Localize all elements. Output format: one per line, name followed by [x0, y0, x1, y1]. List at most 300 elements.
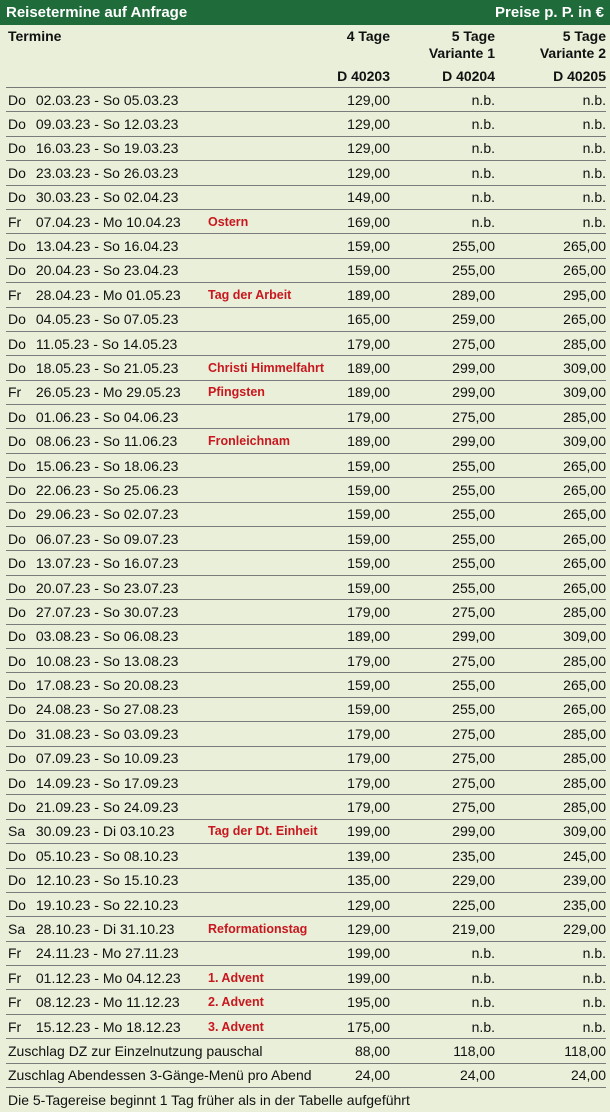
start-date: 14.09.23	[35, 774, 91, 791]
date-separator: -	[90, 384, 103, 401]
price-4-tage: 129,00	[347, 164, 390, 181]
start-weekday: Do	[8, 774, 26, 791]
price-4-tage: 179,00	[347, 750, 390, 767]
start-weekday: Do	[8, 238, 26, 255]
price-4-tage-cell	[206, 433, 390, 449]
col-v1-line2: Variante 1	[428, 45, 495, 61]
price-4-tage-cell	[206, 945, 390, 961]
date-range	[6, 580, 206, 596]
table-row	[6, 990, 606, 1014]
start-weekday: Do	[8, 140, 26, 157]
price-5-tage-v1: 255,00	[452, 457, 495, 474]
col-5-tage-v1	[390, 25, 495, 87]
end-weekday: So	[102, 530, 120, 547]
holiday-label: Tag der Arbeit	[208, 287, 292, 302]
start-weekday: Sa	[8, 823, 26, 840]
price-5-tage-v2: 265,00	[563, 555, 606, 572]
date-separator: -	[89, 945, 102, 962]
supplement-price-v1: 24,00	[459, 1067, 495, 1084]
price-5-tage-v2: 245,00	[563, 847, 606, 864]
end-weekday: So	[102, 555, 120, 572]
price-5-tage-v1: n.b.	[471, 945, 495, 962]
date-range	[6, 506, 206, 522]
end-date: 08.10.23	[123, 847, 179, 864]
supplement-price-4-tage: 88,00	[354, 1042, 390, 1059]
end-date: 03.09.23	[123, 725, 179, 742]
start-date: 17.08.23	[35, 677, 91, 694]
date-separator: -	[90, 652, 103, 669]
price-4-tage: 179,00	[347, 774, 390, 791]
start-date: 27.07.23	[35, 603, 91, 620]
date-separator: -	[90, 91, 103, 108]
start-weekday: Do	[8, 652, 26, 669]
price-5-tage-v1: 299,00	[452, 628, 495, 645]
end-weekday: Mo	[101, 945, 122, 962]
price-4-tage-cell	[206, 214, 390, 230]
date-range	[6, 92, 206, 108]
price-4-tage-cell	[206, 921, 390, 937]
price-5-tage-v1: 255,00	[452, 262, 495, 279]
date-separator: -	[90, 213, 103, 230]
start-weekday: Do	[8, 701, 26, 718]
end-weekday: Di	[102, 920, 117, 937]
end-date: 01.05.23	[126, 286, 181, 303]
price-4-tage: 159,00	[347, 238, 390, 255]
table-row	[6, 527, 606, 551]
date-range	[6, 897, 206, 913]
price-note: Preise p. P. in €	[495, 4, 604, 21]
price-5-tage-v2: 235,00	[563, 896, 606, 913]
price-5-tage-v1: n.b.	[471, 213, 495, 230]
price-5-tage-v2: 265,00	[563, 677, 606, 694]
date-range	[6, 262, 206, 278]
start-date: 24.11.23	[35, 945, 90, 962]
end-date: 18.12.23	[126, 1018, 181, 1035]
end-date: 24.09.23	[123, 799, 179, 816]
price-5-tage-v1: n.b.	[471, 1018, 495, 1035]
table-title-bar	[0, 0, 610, 25]
start-date: 20.04.23	[35, 262, 91, 279]
start-weekday: Fr	[8, 945, 22, 962]
end-date: 23.04.23	[123, 262, 179, 279]
supplement-row	[6, 1064, 606, 1088]
price-4-tage-cell	[206, 677, 390, 693]
date-separator: -	[90, 359, 103, 376]
end-date: 31.10.23	[119, 920, 175, 937]
start-weekday: Do	[8, 116, 26, 133]
table-row	[6, 917, 606, 941]
start-date: 26.05.23	[35, 384, 91, 401]
start-date: 13.07.23	[35, 555, 91, 572]
price-5-tage-v1: 255,00	[452, 701, 495, 718]
end-date: 14.05.23	[122, 335, 178, 352]
end-weekday: So	[102, 311, 120, 328]
date-separator: -	[90, 677, 103, 694]
date-range	[6, 921, 206, 937]
end-weekday: So	[102, 799, 120, 816]
price-4-tage-cell	[206, 823, 390, 839]
table-title: Reisetermine auf Anfrage	[6, 4, 188, 21]
price-5-tage-v1: 289,00	[452, 286, 495, 303]
price-5-tage-v1: 275,00	[452, 408, 495, 425]
end-date: 06.08.23	[123, 628, 179, 645]
date-separator: -	[90, 262, 103, 279]
start-date: 30.09.23	[35, 823, 91, 840]
price-4-tage-cell	[206, 287, 390, 303]
table-row	[6, 503, 606, 527]
end-date: 10.09.23	[123, 750, 179, 767]
date-separator: -	[90, 847, 103, 864]
end-date: 03.10.23	[119, 823, 175, 840]
date-range	[6, 214, 206, 230]
start-weekday: Do	[8, 506, 26, 523]
price-5-tage-v1: 255,00	[452, 579, 495, 596]
price-5-tage-v1: 255,00	[452, 238, 495, 255]
holiday-label: 2. Advent	[208, 995, 264, 1010]
price-4-tage-cell	[206, 653, 390, 669]
holiday-label: Pfingsten	[208, 385, 265, 400]
price-4-tage-cell	[206, 799, 390, 815]
table-row	[6, 88, 606, 112]
price-5-tage-v1: 259,00	[452, 311, 495, 328]
end-date: 07.05.23	[123, 311, 179, 328]
date-range	[6, 433, 206, 449]
price-5-tage-v2: 295,00	[563, 286, 606, 303]
start-date: 01.06.23	[35, 408, 91, 425]
end-weekday: Mo	[102, 969, 123, 986]
date-separator: -	[90, 628, 103, 645]
price-4-tage: 189,00	[347, 628, 390, 645]
price-4-tage-cell	[206, 701, 390, 717]
start-weekday: Do	[8, 725, 26, 742]
supplement-row	[6, 1039, 606, 1063]
price-5-tage-v1: 255,00	[452, 530, 495, 547]
end-weekday: So	[102, 677, 120, 694]
price-5-tage-v1: 299,00	[452, 433, 495, 450]
start-date: 21.09.23	[35, 799, 91, 816]
end-date: 27.08.23	[123, 701, 179, 718]
end-date: 02.07.23	[123, 506, 179, 523]
date-range	[6, 726, 206, 742]
supplement-label: Zuschlag Abendessen 3-Gänge-Menü pro Abend	[8, 1067, 312, 1084]
start-date: 05.10.23	[35, 847, 91, 864]
end-weekday: So	[102, 701, 120, 718]
price-4-tage: 159,00	[347, 481, 390, 498]
end-weekday: So	[102, 408, 120, 425]
start-date: 01.12.23	[35, 969, 91, 986]
end-weekday: Mo	[102, 286, 123, 303]
start-date: 04.05.23	[35, 311, 91, 328]
table-row	[6, 747, 606, 771]
end-weekday: So	[102, 189, 120, 206]
price-5-tage-v2: 285,00	[563, 652, 606, 669]
col-v2-line1: 5 Tage	[562, 28, 606, 44]
price-4-tage: 175,00	[347, 1018, 390, 1035]
date-range	[6, 848, 206, 864]
end-weekday: So	[102, 164, 120, 181]
start-date: 15.06.23	[35, 457, 91, 474]
start-weekday: Do	[8, 603, 26, 620]
date-separator: -	[90, 774, 103, 791]
price-5-tage-v1: 275,00	[452, 799, 495, 816]
start-weekday: Do	[8, 91, 26, 108]
price-4-tage-cell	[206, 897, 390, 913]
table-row	[6, 600, 606, 624]
end-date: 21.05.23	[123, 359, 179, 376]
date-separator: -	[90, 920, 103, 937]
end-weekday: So	[102, 579, 120, 596]
start-date: 11.05.23	[35, 335, 90, 352]
price-5-tage-v2: 285,00	[563, 774, 606, 791]
price-4-tage-cell	[206, 580, 390, 596]
date-separator: -	[90, 823, 103, 840]
date-separator: -	[90, 481, 103, 498]
price-5-tage-v1: 255,00	[452, 677, 495, 694]
price-5-tage-v1: 225,00	[452, 896, 495, 913]
price-4-tage-cell	[206, 628, 390, 644]
price-5-tage-v2: n.b.	[582, 91, 606, 108]
end-weekday: Mo	[102, 213, 123, 230]
table-row	[6, 478, 606, 502]
date-separator: -	[89, 335, 102, 352]
table-row	[6, 429, 606, 453]
end-date: 18.06.23	[123, 457, 179, 474]
date-range	[6, 140, 206, 156]
start-date: 08.12.23	[35, 994, 91, 1011]
start-weekday: Do	[8, 481, 26, 498]
price-5-tage-v1: n.b.	[471, 969, 495, 986]
date-range	[6, 872, 206, 888]
price-4-tage: 159,00	[347, 579, 390, 596]
start-date: 20.07.23	[35, 579, 91, 596]
date-separator: -	[90, 701, 103, 718]
end-weekday: Mo	[102, 1018, 123, 1035]
price-4-tage-cell	[206, 116, 390, 132]
start-weekday: Do	[8, 677, 26, 694]
price-5-tage-v1: n.b.	[471, 164, 495, 181]
date-range	[6, 531, 206, 547]
date-separator: -	[90, 189, 103, 206]
price-4-tage: 129,00	[347, 91, 390, 108]
price-5-tage-v2: 309,00	[563, 359, 606, 376]
supplement-price-4-tage: 24,00	[354, 1067, 390, 1084]
price-5-tage-v2: 285,00	[563, 750, 606, 767]
price-4-tage: 199,00	[347, 823, 390, 840]
table-row	[6, 649, 606, 673]
start-date: 07.09.23	[35, 750, 91, 767]
col-v2-code: D 40205	[553, 68, 606, 84]
start-date: 23.03.23	[35, 164, 91, 181]
end-weekday: So	[102, 872, 120, 889]
start-date: 18.05.23	[35, 359, 91, 376]
price-5-tage-v1: n.b.	[471, 994, 495, 1011]
start-weekday: Do	[8, 164, 26, 181]
price-4-tage-cell	[206, 555, 390, 571]
price-5-tage-v1: n.b.	[471, 140, 495, 157]
price-5-tage-v2: 309,00	[563, 433, 606, 450]
price-5-tage-v2: 265,00	[563, 579, 606, 596]
price-4-tage-cell	[206, 189, 390, 205]
price-5-tage-v2: 229,00	[563, 920, 606, 937]
price-4-tage-cell	[206, 409, 390, 425]
price-5-tage-v1: n.b.	[471, 116, 495, 133]
price-4-tage: 179,00	[347, 603, 390, 620]
price-5-tage-v1: 275,00	[452, 774, 495, 791]
end-weekday: So	[102, 238, 120, 255]
end-weekday: So	[102, 603, 120, 620]
date-range	[6, 311, 206, 327]
price-5-tage-v2: 285,00	[563, 408, 606, 425]
footnote: Die 5-Tagereise beginnt 1 Tag früher als in der Tabelle aufgeführt	[8, 1092, 410, 1109]
start-date: 19.10.23	[35, 896, 91, 913]
price-4-tage: 179,00	[347, 799, 390, 816]
price-5-tage-v1: 229,00	[452, 872, 495, 889]
date-range	[6, 945, 206, 961]
price-4-tage: 159,00	[347, 506, 390, 523]
price-5-tage-v2: 265,00	[563, 506, 606, 523]
table-row	[6, 234, 606, 258]
start-date: 08.06.23	[35, 433, 91, 450]
date-separator: -	[90, 286, 103, 303]
price-5-tage-v1: 235,00	[452, 847, 495, 864]
start-weekday: Do	[8, 335, 26, 352]
price-4-tage: 189,00	[347, 384, 390, 401]
price-4-tage: 195,00	[347, 994, 390, 1011]
end-date: 25.06.23	[123, 481, 179, 498]
end-weekday: So	[102, 750, 120, 767]
table-row	[6, 112, 606, 136]
start-date: 10.08.23	[35, 652, 91, 669]
date-range	[6, 604, 206, 620]
price-5-tage-v2: 265,00	[563, 311, 606, 328]
date-range	[6, 165, 206, 181]
price-4-tage-cell	[206, 458, 390, 474]
price-4-tage: 139,00	[347, 847, 390, 864]
price-4-tage: 189,00	[347, 359, 390, 376]
price-5-tage-v2: 265,00	[563, 530, 606, 547]
table-row	[6, 356, 606, 380]
end-weekday: Mo	[102, 994, 123, 1011]
end-weekday: So	[102, 506, 120, 523]
end-weekday: So	[102, 481, 120, 498]
price-4-tage-cell	[206, 1019, 390, 1035]
end-weekday: So	[102, 774, 120, 791]
price-4-tage-cell	[206, 311, 390, 327]
end-weekday: So	[102, 262, 120, 279]
end-date: 29.05.23	[126, 384, 181, 401]
price-4-tage-cell	[206, 336, 390, 352]
table-row	[6, 405, 606, 429]
end-date: 27.11.23	[125, 945, 179, 962]
date-range	[6, 653, 206, 669]
price-5-tage-v2: n.b.	[582, 140, 606, 157]
price-4-tage: 189,00	[347, 286, 390, 303]
date-separator: -	[90, 969, 103, 986]
start-date: 03.08.23	[35, 628, 91, 645]
date-separator: -	[90, 555, 103, 572]
price-5-tage-v2: 285,00	[563, 799, 606, 816]
price-4-tage: 129,00	[347, 896, 390, 913]
date-separator: -	[90, 530, 103, 547]
price-5-tage-v2: 309,00	[563, 823, 606, 840]
price-5-tage-v2: 265,00	[563, 701, 606, 718]
price-4-tage-cell	[206, 604, 390, 620]
end-weekday: So	[102, 652, 120, 669]
price-5-tage-v1: 299,00	[452, 359, 495, 376]
price-5-tage-v1: 255,00	[452, 506, 495, 523]
end-weekday: So	[102, 359, 120, 376]
start-date: 28.04.23	[35, 286, 91, 303]
price-4-tage-cell	[206, 531, 390, 547]
price-4-tage: 189,00	[347, 433, 390, 450]
end-weekday: So	[101, 335, 119, 352]
price-4-tage: 159,00	[347, 701, 390, 718]
col-4-tage-code: D 40203	[337, 68, 390, 84]
table-row	[6, 673, 606, 697]
price-4-tage-cell	[206, 360, 390, 376]
start-weekday: Do	[8, 359, 26, 376]
table-row	[6, 186, 606, 210]
price-4-tage: 159,00	[347, 457, 390, 474]
table-row	[6, 137, 606, 161]
date-range	[6, 189, 206, 205]
start-date: 30.03.23	[35, 189, 91, 206]
start-date: 22.06.23	[35, 481, 91, 498]
price-4-tage: 179,00	[347, 652, 390, 669]
start-weekday: Do	[8, 457, 26, 474]
supplement-price-v1: 118,00	[453, 1042, 495, 1059]
start-date: 13.04.23	[35, 238, 91, 255]
table-row	[6, 551, 606, 575]
table-row	[6, 820, 606, 844]
end-date: 17.09.23	[123, 774, 179, 791]
end-weekday: So	[102, 116, 120, 133]
table-row	[6, 161, 606, 185]
price-4-tage: 199,00	[347, 945, 390, 962]
price-4-tage-cell	[206, 140, 390, 156]
price-5-tage-v1: n.b.	[471, 189, 495, 206]
table-row	[6, 893, 606, 917]
supplement-label: Zuschlag DZ zur Einzelnutzung pauschal	[8, 1042, 263, 1059]
end-date: 04.12.23	[126, 969, 181, 986]
start-weekday: Do	[8, 896, 26, 913]
table-row	[6, 332, 606, 356]
start-weekday: Fr	[8, 969, 22, 986]
end-date: 11.12.23	[126, 994, 180, 1011]
date-range	[6, 482, 206, 498]
date-separator: -	[90, 311, 103, 328]
price-4-tage-cell	[206, 92, 390, 108]
price-4-tage-cell	[206, 994, 390, 1010]
start-weekday: Do	[8, 555, 26, 572]
price-5-tage-v2: n.b.	[582, 213, 606, 230]
table-row	[6, 942, 606, 966]
price-5-tage-v1: 255,00	[452, 481, 495, 498]
date-range	[6, 116, 206, 132]
price-4-tage: 149,00	[347, 189, 390, 206]
price-4-tage-cell	[206, 238, 390, 254]
date-range	[6, 701, 206, 717]
price-5-tage-v2: 265,00	[563, 481, 606, 498]
col-v2-line2: Variante 2	[539, 45, 606, 61]
date-range	[6, 1019, 206, 1035]
table-row	[6, 454, 606, 478]
date-separator: -	[90, 872, 103, 889]
price-4-tage: 159,00	[347, 262, 390, 279]
holiday-label: Tag der Dt. Einheit	[208, 824, 318, 839]
date-separator: -	[90, 725, 103, 742]
end-date: 04.06.23	[123, 408, 179, 425]
